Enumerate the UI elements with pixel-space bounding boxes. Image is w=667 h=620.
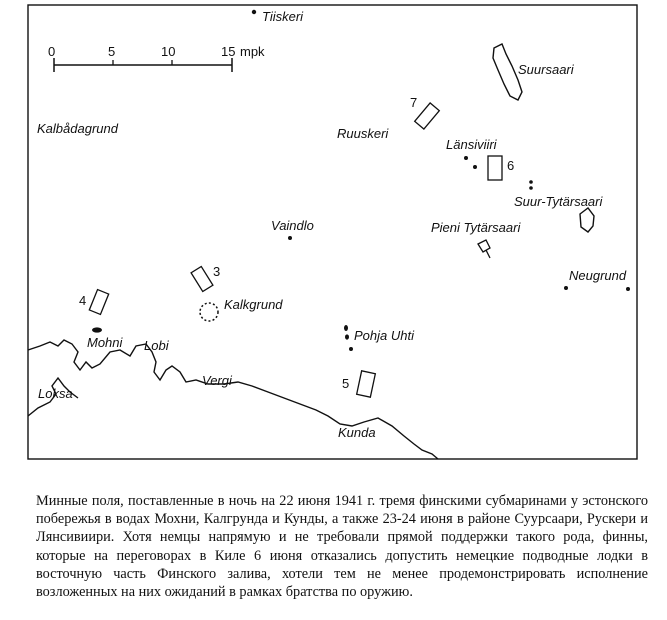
place-loksa: Loksa [38,386,73,401]
minefield-7-label: 7 [410,95,418,110]
place-lobi: Lobi [144,338,169,353]
minefield-4-label: 4 [79,293,87,308]
neugrund-dot-2 [626,287,630,291]
suur-tytarsaari-island [580,208,594,232]
place-vaindlo: Vaindlo [271,218,314,233]
place-pieni-tytarsaari: Pieni Tytärsaari [431,220,521,235]
scale-unit: mpk [240,44,265,59]
scale-tick-15: 15 [221,44,236,59]
scale-tick-0: 0 [48,44,56,59]
lansiviiri-dot-1 [464,156,468,160]
place-tiiskeri: Tiiskeri [262,9,304,24]
minefield-3-label: 3 [213,264,221,279]
map-caption: Минные поля, поставленные в ночь на 22 июня 1941 г. тремя финскими субмаринами у эстонского побережья в водах Мохни, Калгрунда и Кунды, а также 23-24 июня в районе Суурсаари, Рускери и Лянсивиири. Хотя немцы напрямую и не требовали прямой поддержки такого рода, финны, которые на переговорах в Киле 6 июня отказались допустить немецкие подводные лодки в восточную часть Финского залива, хотели тем не менее продемонстрировать исполнение возложенных на них ожиданий в рамках братства по оружию. [36,493,648,601]
scale-tick-10: 10 [161,44,176,59]
suur-tytarsaari-dot-1 [529,180,533,184]
vaindlo-dot [288,236,292,240]
minefield-5-label: 5 [342,376,350,391]
pohja-uhti-dot-2 [345,334,349,339]
neugrund-dot-1 [564,286,568,290]
minefield-3-box [191,266,213,291]
place-lansiviiri: Länsiviiri [446,137,497,152]
coastline [28,340,438,459]
place-pohja-uhti: Pohja Uhti [354,328,414,343]
place-kalbadagrund: Kalbådagrund [37,121,118,136]
scale-tick-5: 5 [108,44,116,59]
pieni-tytarsaari-island [478,240,490,258]
minefield-5-box [357,371,376,397]
kalkgrund-shoal [200,303,218,321]
minefield-7-box [415,103,440,129]
place-suur-tytarsaari: Suur-Tytärsaari [514,194,603,209]
place-mohni: Mohni [87,335,123,350]
minefield-6-box [488,156,502,180]
tiiskeri-dot [252,10,256,14]
place-neugrund: Neugrund [569,268,627,283]
pohja-uhti-dot-1 [344,325,348,331]
place-ruuskeri: Ruuskeri [337,126,389,141]
place-vergi: Vergi [202,373,232,388]
place-kalkgrund: Kalkgrund [224,297,283,312]
lansiviiri-dot-2 [473,165,477,169]
minefield-6-label: 6 [507,158,515,173]
place-kunda: Kunda [338,425,376,440]
place-suursaari: Suursaari [518,62,574,77]
mohni-island [92,327,102,332]
pohja-uhti-dot-3 [349,347,353,351]
suur-tytarsaari-dot-2 [529,186,533,190]
scale-bar [48,44,265,72]
minefield-4-box [89,290,108,315]
